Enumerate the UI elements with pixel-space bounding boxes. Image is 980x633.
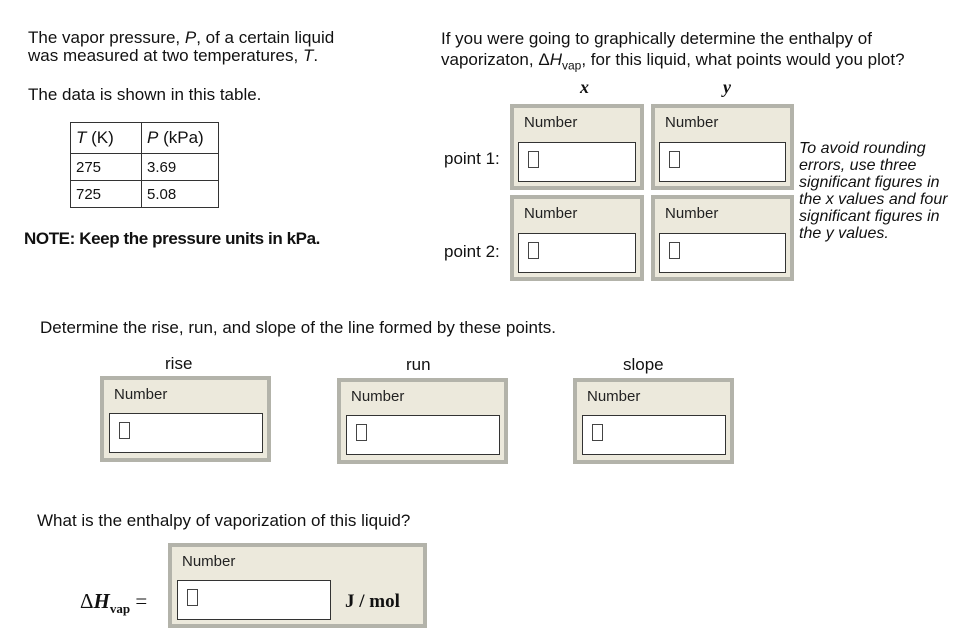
text-cursor [528, 151, 539, 168]
point-1-y-answer [651, 104, 794, 190]
point-2-x-input[interactable] [518, 233, 636, 273]
hint-line: To avoid rounding [799, 140, 926, 157]
hint-line: the y values. [799, 225, 889, 242]
text-cursor [119, 422, 130, 439]
rise-input[interactable] [109, 413, 263, 453]
point-1-y-input[interactable] [659, 142, 786, 182]
number-caption: Number [665, 205, 719, 222]
text-cursor [528, 242, 539, 259]
text-cursor [187, 589, 198, 606]
number-caption: Number [182, 553, 236, 570]
slope-input[interactable] [582, 415, 726, 455]
run-label: run [406, 355, 431, 374]
slope-answer [573, 378, 734, 464]
point-1-x-input[interactable] [518, 142, 636, 182]
point-2-y-input[interactable] [659, 233, 786, 273]
enthalpy-input[interactable] [177, 580, 331, 620]
equals-sign: = [130, 589, 148, 613]
rise-answer [100, 376, 271, 462]
delta-symbol: Δ [80, 589, 94, 613]
table-cell: 725 [71, 181, 142, 208]
intro-line-2: was measured at two temperatures, T. [28, 46, 319, 65]
question-1-line-1: If you were going to graphically determine the enthalpy of [441, 29, 872, 48]
rise-label: rise [165, 354, 193, 373]
hint-line: errors, use three [799, 157, 917, 174]
point-2-y-answer [651, 195, 794, 281]
table-cell: 275 [71, 154, 142, 181]
hint-line: significant figures in [799, 208, 940, 225]
hint-line: significant figures in [799, 174, 940, 191]
point-2-label: point 2: [444, 242, 500, 261]
table-row [71, 181, 219, 208]
enthalpy-symbol [80, 589, 147, 617]
number-caption: Number [587, 388, 641, 405]
run-input[interactable] [346, 415, 500, 455]
number-caption: Number [114, 386, 168, 403]
pressure-units-note: NOTE: Keep the pressure units in kPa. [24, 229, 320, 248]
text-cursor [669, 242, 680, 259]
column-header-pressure: P (kPa) [142, 123, 219, 154]
number-caption: Number [524, 114, 578, 131]
point-1-x-answer [510, 104, 644, 190]
text-cursor [669, 151, 680, 168]
column-header-temperature: T (K) [71, 123, 142, 154]
y-column-header: y [723, 77, 731, 97]
text-cursor [592, 424, 603, 441]
number-caption: Number [351, 388, 405, 405]
unit-label: J / mol [345, 591, 400, 612]
slope-label: slope [623, 355, 664, 374]
table-cell: 5.08 [142, 181, 219, 208]
question-2-prompt: Determine the rise, run, and slope of the line formed by these points. [40, 318, 556, 337]
table-header-row [71, 123, 219, 154]
table-intro: The data is shown in this table. [28, 85, 262, 104]
run-answer [337, 378, 508, 464]
question-1-line-2: vaporizaton, $\Delta H_{vap}$, for this liquid, what points would you plot? [441, 50, 905, 73]
intro-line-1: The vapor pressure, P, of a certain liquid [28, 28, 335, 47]
vapor-pressure-table [70, 122, 219, 208]
point-1-label: point 1: [444, 149, 500, 168]
rounding-hint [799, 140, 948, 242]
table-row [71, 154, 219, 181]
x-column-header: x [580, 77, 589, 97]
number-caption: Number [524, 205, 578, 222]
point-2-x-answer [510, 195, 644, 281]
h-symbol: H [93, 589, 110, 613]
text-cursor [356, 424, 367, 441]
hint-line: the x values and four [799, 191, 948, 208]
enthalpy-answer [168, 543, 427, 628]
table-cell: 3.69 [142, 154, 219, 181]
question-3-prompt: What is the enthalpy of vaporization of this liquid? [37, 511, 411, 530]
number-caption: Number [665, 114, 719, 131]
vap-subscript: vap [109, 601, 131, 617]
